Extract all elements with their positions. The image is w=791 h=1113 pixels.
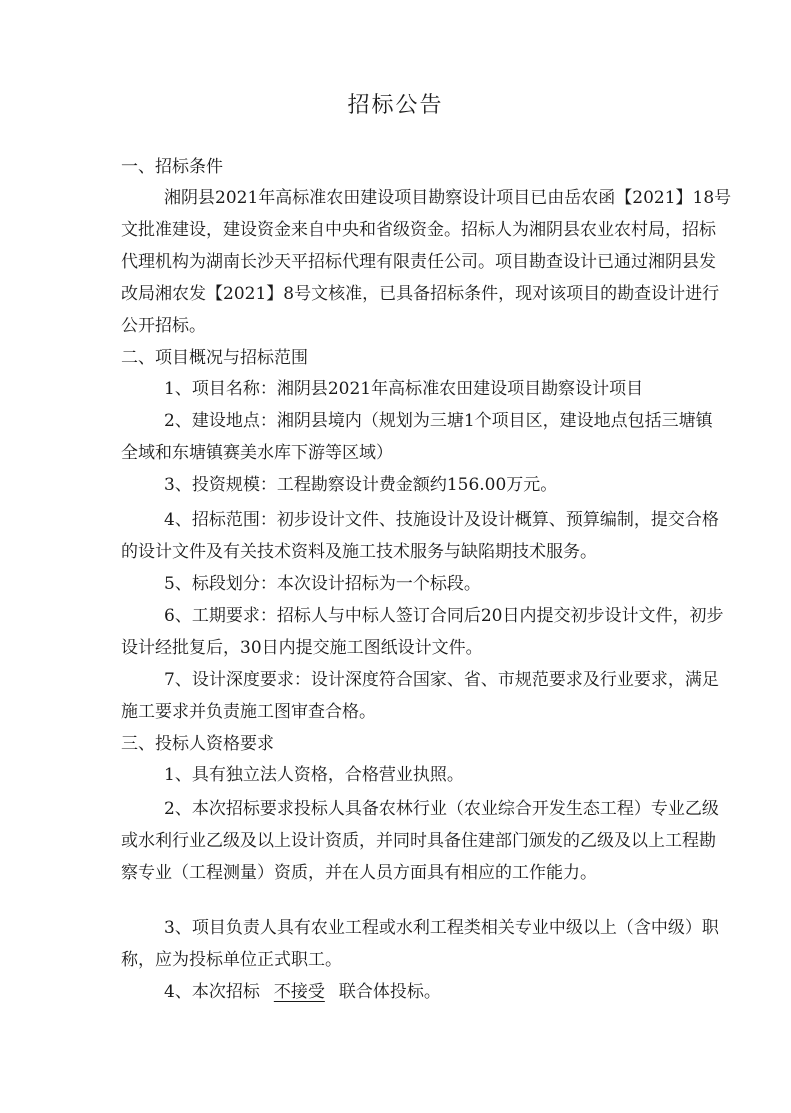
paragraph-line: 文批准建设，建设资金来自中央和省级资金。招标人为湘阴县农业农村局，招标 <box>121 220 716 240</box>
underlined-term: 不接受 <box>273 982 325 1002</box>
paragraph-line: 代理机构为湖南长沙天平招标代理有限责任公司。项目勘查设计已通过湘阴县发 <box>121 252 716 272</box>
list-item-continued: 察专业（工程测量）资质，并在人员方面具有相应的工作能力。 <box>121 863 597 883</box>
list-item-continued: 称，应为投标单位正式职工。 <box>121 950 342 970</box>
list-item-continued: 或水利行业乙级及以上设计资质，并同时具备住建部门颁发的乙级及以上工程勘 <box>121 831 716 851</box>
list-item: 3、投资规模：工程勘察设计费金额约156.00万元。 <box>164 475 558 495</box>
list-item: 2、本次招标要求投标人具备农林行业（农业综合开发生态工程）专业乙级 <box>164 799 719 819</box>
paragraph-line: 公开招标。 <box>121 316 206 336</box>
list-item-continued: 全域和东塘镇赛美水库下游等区域） <box>121 443 393 463</box>
list-item: 3、项目负责人具有农业工程或水利工程类相关专业中级以上（含中级）职 <box>164 918 719 938</box>
list-item-continued: 设计经批复后，30日内提交施工图纸设计文件。 <box>121 638 483 658</box>
list-item: 6、工期要求：招标人与中标人签订合同后20日内提交初步设计文件，初步 <box>164 606 724 626</box>
list-item: 5、标段划分：本次设计招标为一个标段。 <box>164 574 481 594</box>
list-item: 4、招标范围：初步设计文件、技施设计及设计概算、预算编制，提交合格 <box>164 510 719 530</box>
section-heading-1: 一、招标条件 <box>121 157 223 177</box>
section-heading-3: 三、投标人资格要求 <box>121 734 274 754</box>
section-heading-2: 二、项目概况与招标范围 <box>121 348 308 368</box>
list-item: 1、具有独立法人资格，合格营业执照。 <box>164 765 464 785</box>
list-item: 2、建设地点：湘阴县境内（规划为三塘1个项目区，建设地点包括三塘镇 <box>164 411 713 431</box>
paragraph-line: 湘阴县2021年高标准农田建设项目勘察设计项目已由岳农函【2021】18号 <box>164 188 732 208</box>
page-title: 招标公告 <box>347 93 444 118</box>
paragraph-line: 改局湘农发【2021】8号文核准，已具备招标条件，现对该项目的勘查设计进行 <box>121 284 720 304</box>
item-prefix: 4、本次招标 <box>164 982 260 1002</box>
item-suffix: 联合体投标。 <box>338 982 441 1002</box>
list-item-continued: 施工要求并负责施工图审查合格。 <box>121 702 376 722</box>
list-item: 7、设计深度要求：设计深度符合国家、省、市规范要求及行业要求，满足 <box>164 670 719 690</box>
list-item: 1、项目名称：湘阴县2021年高标准农田建设项目勘察设计项目 <box>164 379 644 399</box>
list-item-continued: 的设计文件及有关技术资料及施工技术服务与缺陷期技术服务。 <box>121 542 597 562</box>
list-item <box>164 981 441 1003</box>
